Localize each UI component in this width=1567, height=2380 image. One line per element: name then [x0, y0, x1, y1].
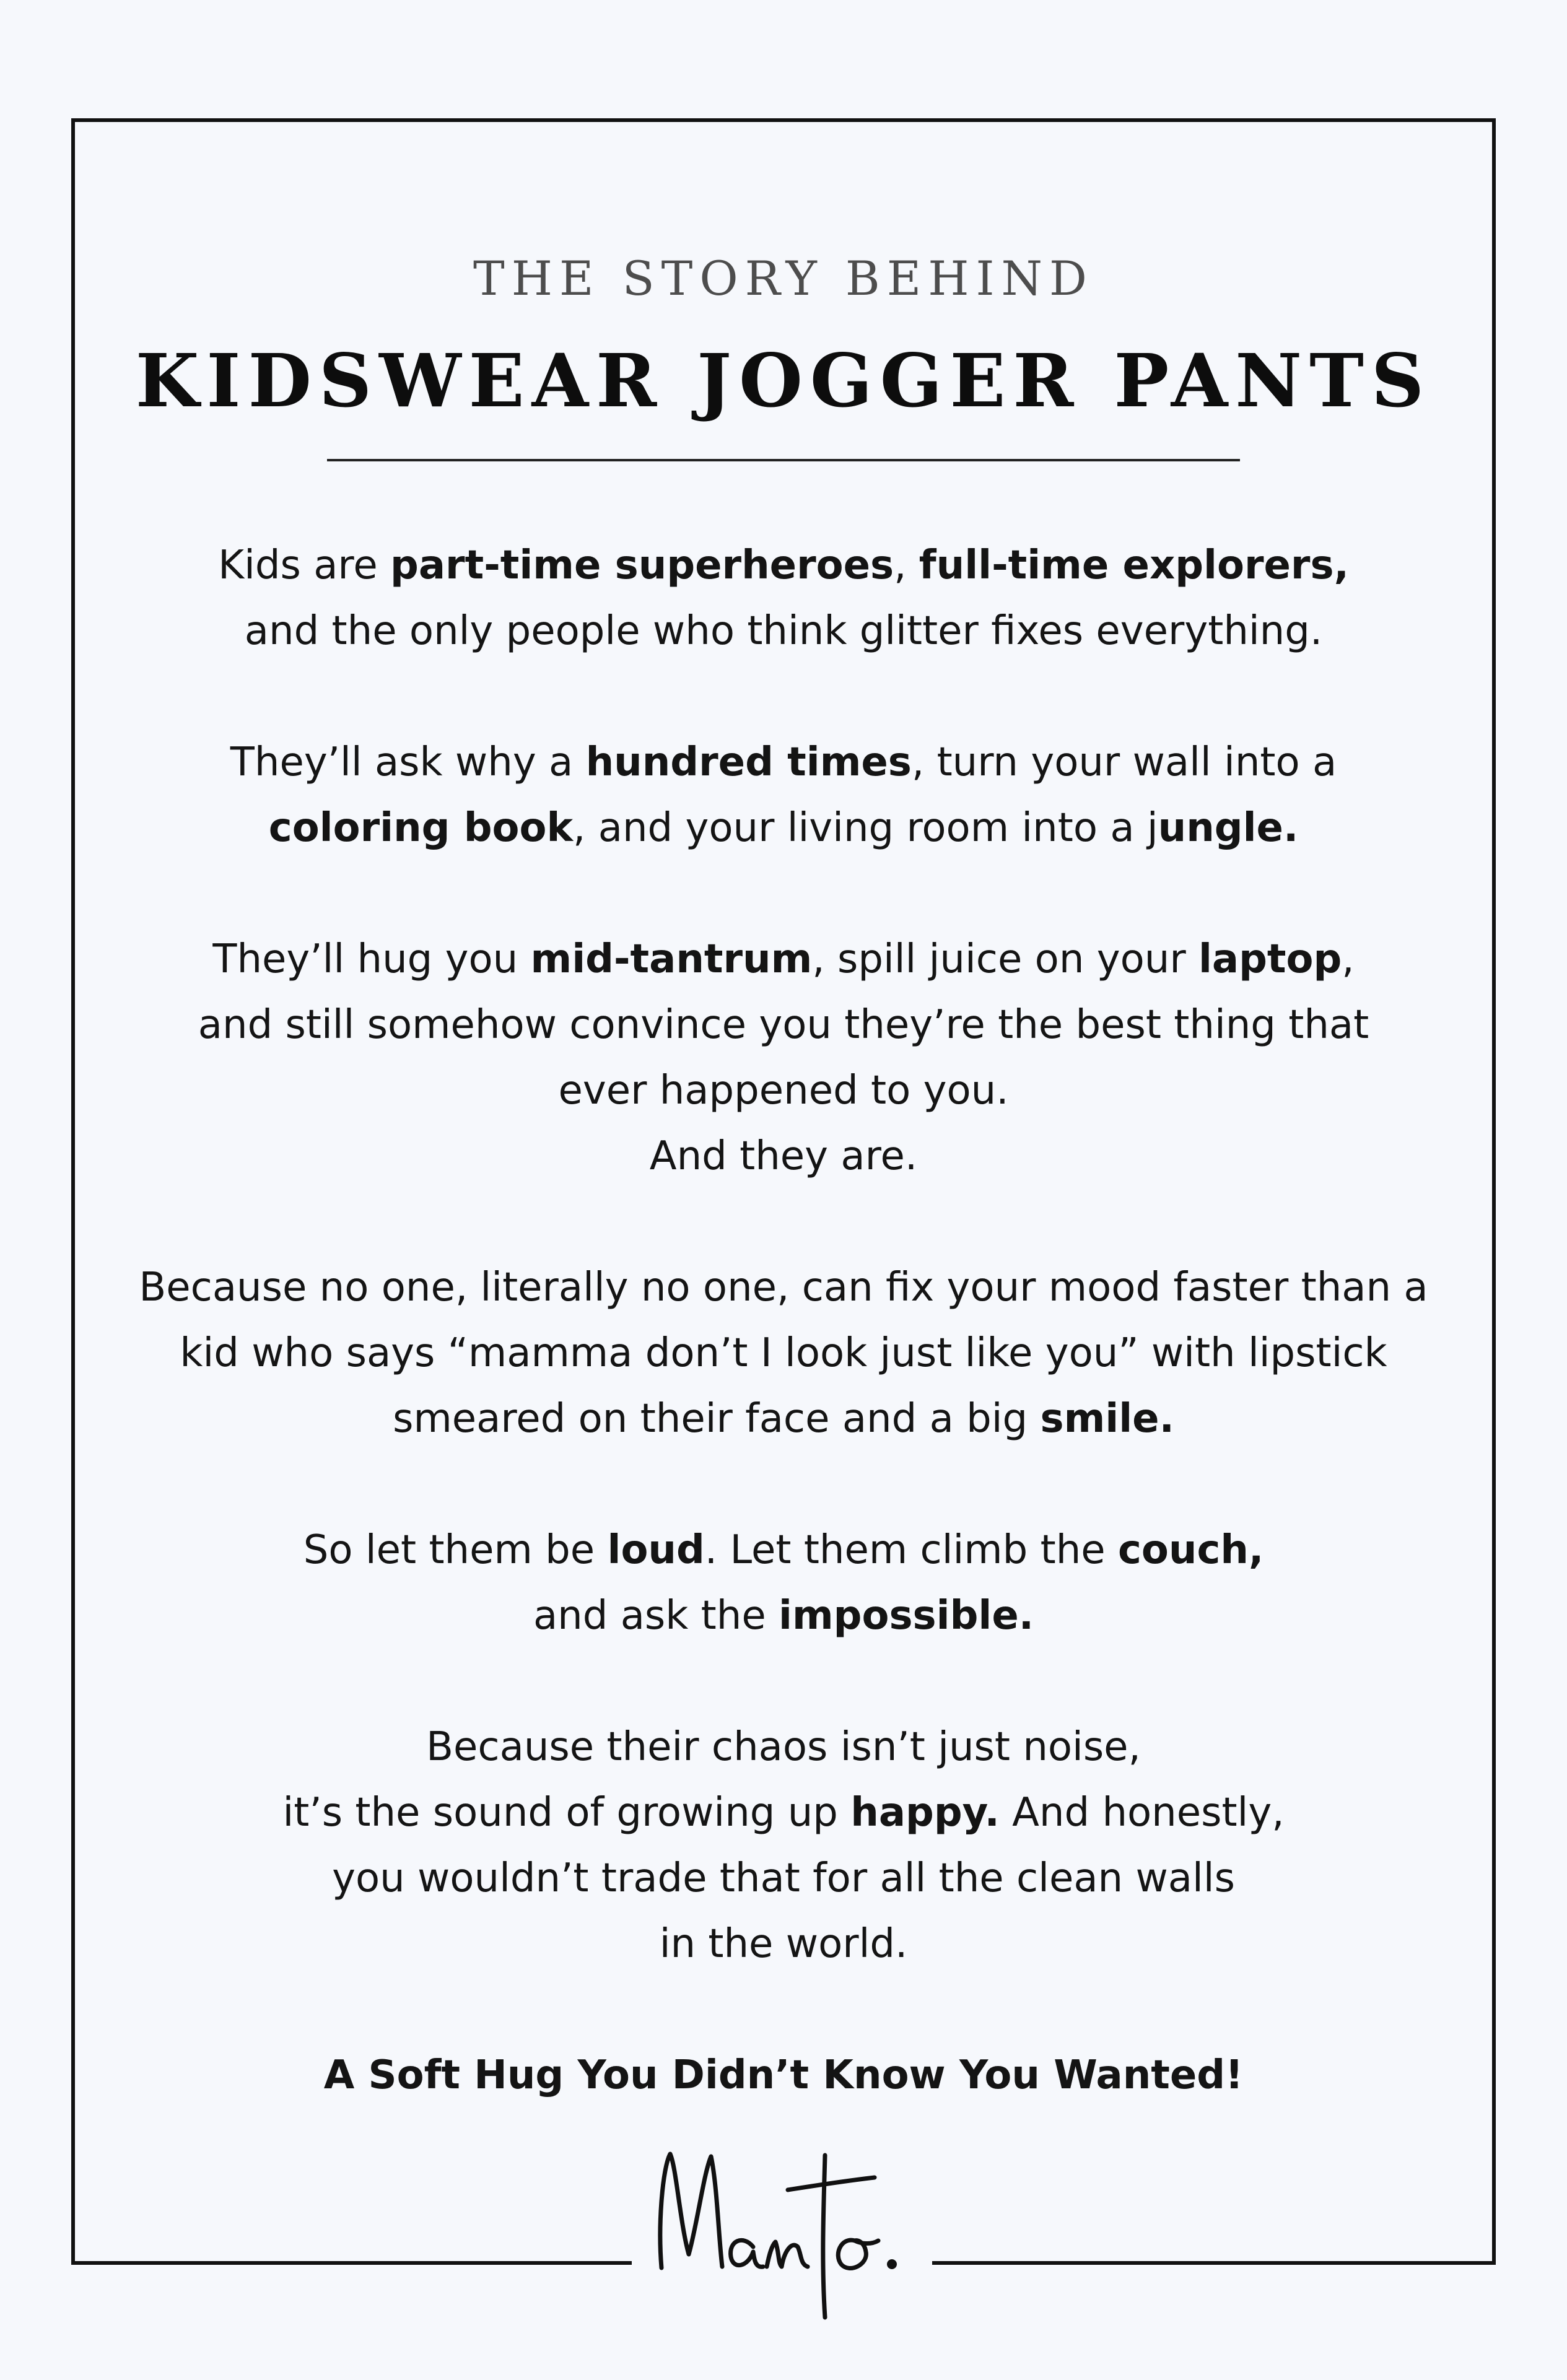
story-line: and still somehow convince you they’re the best thing that — [198, 1002, 1369, 1048]
story-paragraph-2 — [111, 730, 1456, 861]
story-line: Because their chaos isn’t just noise, — [426, 1724, 1141, 1770]
story-line: kid who says “mamma don’t I look just like you” with lipstick — [180, 1330, 1387, 1376]
story-paragraph-1 — [111, 533, 1456, 664]
story-line: Kids are part-time superheroes, full-time explorers, — [218, 543, 1349, 588]
closing-tagline: A Soft Hug You Didn’t Know You Wanted! — [323, 2052, 1244, 2098]
story-line: Because no one, literally no one, can fix your mood faster than a — [139, 1265, 1428, 1310]
story-paragraph-5 — [111, 1517, 1456, 1649]
story-paragraph-6 — [111, 1714, 1456, 1977]
story-line: you wouldn’t trade that for all the clean walls — [332, 1855, 1235, 1901]
title-divider — [327, 459, 1240, 461]
story-line: it’s the sound of growing up happy. And honestly, — [282, 1790, 1285, 1836]
story-paragraph-3 — [111, 926, 1456, 1189]
story-line: ever happened to you. — [558, 1068, 1009, 1114]
story-line: coloring book, and your living room into a jungle. — [268, 805, 1299, 851]
story-line: and ask the impossible. — [533, 1593, 1034, 1639]
story-line: smeared on their face and a big smile. — [393, 1396, 1174, 1442]
story-line: and the only people who think glitter fixes everything. — [244, 608, 1323, 654]
frame-border-right — [1492, 118, 1496, 2265]
frame-border-bottom-right — [932, 2261, 1496, 2265]
frame-border-top — [71, 118, 1496, 122]
manto-signature-logo — [644, 2130, 923, 2335]
story-eyebrow: THE STORY BEHIND — [473, 251, 1094, 306]
page-title: KIDSWEAR JOGGER PANTS — [135, 338, 1432, 424]
story-line: in the world. — [659, 1921, 908, 1967]
frame-border-bottom-left — [71, 2261, 632, 2265]
story-body — [111, 533, 1456, 2108]
story-line: They’ll hug you mid-tantrum, spill juice on your laptop, — [212, 936, 1355, 982]
story-paragraph-4 — [111, 1255, 1456, 1452]
story-line: And they are. — [649, 1133, 918, 1179]
story-line: So let them be loud. Let them climb the couch, — [303, 1527, 1264, 1573]
story-line: They’ll ask why a hundred times, turn your wall into a — [230, 739, 1337, 785]
frame-border-left — [71, 118, 75, 2265]
